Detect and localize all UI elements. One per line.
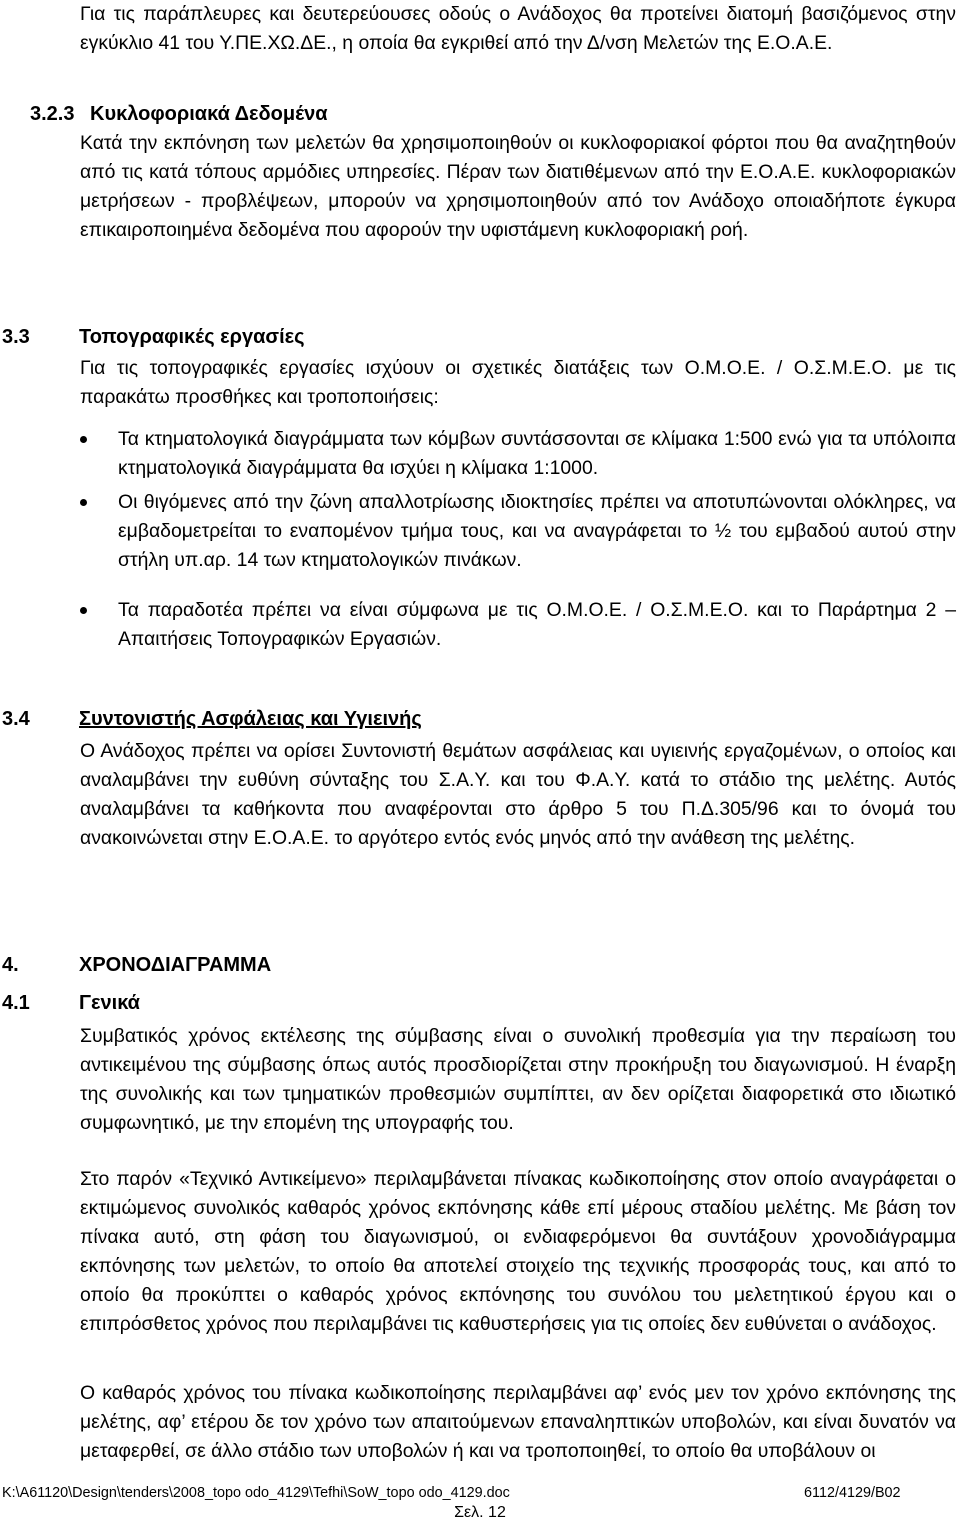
section-title: Κυκλοφοριακά Δεδομένα: [90, 103, 328, 125]
section-3-4-heading: [2, 705, 902, 734]
bullet-text: Τα κτηματολογικά διαγράμματα των κόμβων συντάσσονται σε κλίμακα 1:500 ενώ για τα υπόλοιπα κτηματολογικά διαγράμματα θα ισχύει η κλίμακα 1:1000.: [118, 428, 956, 479]
chapter-title: ΧΡΟΝΟΔΙΑΓΡΑΜΜΑ: [79, 954, 272, 976]
bullet-item: [80, 425, 956, 483]
bullet-item: [80, 596, 956, 654]
footer-page-number: Σελ. 12: [454, 1504, 506, 1521]
section-title: Γενικά: [79, 992, 140, 1014]
intro-paragraph: Για τις παράπλευρες και δευτερεύουσες οδούς ο Ανάδοχος θα προτείνει διατομή βασιζόμενος στην εγκύκλιο 41 του Υ.ΠΕ.ΧΩ.ΔΕ., η οποία θα εγκριθεί από την Δ/νση Μελετών της Ε.Ο.Α.Ε.: [80, 3, 956, 54]
section-4-1-paragraph-1: Συμβατικός χρόνος εκτέλεσης της σύμβασης είναι ο συνολική προθεσμία για την περαίωση του αντικειμένου της σύμβασης όπως αυτός προσδιορίζεται στην προκήρυξη του διαγωνισμού. Η έναρξη της συνολικής και των τμηματικών προθεσμιών συμπίπτει, αν δεν ορίζεται διαφορετικά στο ιδιωτικό συμφωνητικό, με την επομένη της υπογραφής του.: [80, 1025, 956, 1134]
footer-document-code: 6112/4129/B02: [804, 1485, 901, 1501]
bullet-text: Οι θιγόμενες από την ζώνη απαλλοτρίωσης ιδιοκτησίες πρέπει να αποτυπώνονται ολόκληρες, να εμβαδομετρείται το εναπομένον τμήμα τους, και να αναγράφεται το ½ του εμβαδού αυτού στην στήλη υπ.αρ. 14 των κτηματολογικών πινάκων.: [118, 491, 956, 571]
footer-file-path: K:\A61120\Design\tenders\2008_topo odo_4129\Tefhi\SoW_topo odo_4129.doc: [2, 1485, 510, 1501]
section-3-2-3-body: Κατά την εκπόνηση των μελετών θα χρησιμοποιηθούν οι κυκλοφοριακοί φόρτοι που θα αναζητηθούν από τις κατά τόπους αρμόδιες υπηρεσίες. Πέραν των διατιθέμενων από την Ε.Ο.Α.Ε. κυκλοφοριακών μετρήσεων - προβλέψεων, μπορούν να χρησιμοποιηθούν από τον Ανάδοχο οποιαδήποτε έγκυρα επικαιροποιημένα δεδομένα που αφορούν την υφιστάμενη κυκλοφοριακή ροή.: [80, 132, 956, 241]
bullet-item: [80, 488, 956, 604]
section-title: Τοπογραφικές εργασίες: [79, 326, 305, 348]
section-4-1-paragraph-2: Στο παρόν «Τεχνικό Αντικείμενο» περιλαμβάνεται πίνακας κωδικοποίησης στον οποίο αναγράφεται ο εκτιμώμενος συνολικός καθαρός χρόνος εκπόνησης κάθε επί μέρους σταδίου μελέτης. Με βάση τον πίνακα αυτό, στη φάση του διαγωνισμού, οι ενδιαφερόμενοι θα συντάξουν χρονοδιάγραμμα εκπόνησης των μελετών, το οποίο θα αποτελεί στοιχείο της τεχνικής προσφοράς τους, και από το οποίο θα προκύπτει ο καθαρός χρόνος εκπόνησης του συνόλου του μελετητικού έργου και ο επιπρόσθετος χρόνος που περιλαμβάνει τις καθυστερήσεις για τις οποίες δεν ευθύνεται ο ανάδοχος.: [80, 1168, 956, 1335]
chapter-4-heading: [2, 951, 902, 980]
bullet-text: Τα παραδοτέα πρέπει να είναι σύμφωνα με τις Ο.Μ.Ο.Ε. / Ο.Σ.Μ.Ε.Ο. και το Παράρτημα 2 – Απαιτήσεις Τοπογραφικών Εργασιών.: [118, 599, 956, 650]
bullet-icon: [80, 499, 87, 506]
section-4-1-heading: [2, 989, 902, 1018]
section-3-4-body: Ο Ανάδοχος πρέπει να ορίσει Συντονιστή θεμάτων ασφάλειας και υγιεινής εργαζομένων, ο οποίος και αναλαμβάνει την ευθύνη σύνταξης του Σ.Α.Υ. και του Φ.Α.Υ. κατά το στάδιο της μελέτης. Αυτός αναλαμβάνει τα καθήκοντα που αναφέρονται στο άρθρο 5 του Π.Δ.305/96 και το όνομά του ανακοινώνεται στην Ε.Ο.Α.Ε. το αργότερο εντός ενός μηνός από την ανάθεση της μελέτης.: [80, 740, 956, 849]
section-number: 3.2.3: [30, 103, 75, 125]
section-4-1-paragraph-3: Ο καθαρός χρόνος του πίνακα κωδικοποίησης περιλαμβάνει αφ’ ενός μεν τον χρόνο εκπόνησης της μελέτης, αφ’ ετέρου δε τον χρόνο των απαιτούμενων επαναληπτικών υποβολών, και είναι δυνατόν να μεταφερθεί, σε άλλο στάδιο των υποβολών ή και να τροποποιηθεί, το οποίο θα υποβάλουν οι: [80, 1382, 956, 1462]
section-number: 3.3: [2, 326, 30, 348]
section-number: 4.1: [2, 992, 30, 1014]
section-3-2-3-heading: [30, 100, 930, 129]
bullet-icon: [80, 607, 87, 614]
chapter-number: 4.: [2, 954, 19, 976]
bullet-icon: [80, 436, 87, 443]
section-3-3-heading: [2, 323, 902, 352]
section-3-3-body: Για τις τοπογραφικές εργασίες ισχύουν οι σχετικές διατάξεις των Ο.Μ.Ο.Ε. / Ο.Σ.Μ.Ε.Ο. με τις παρακάτω προσθήκες και τροποποιήσεις:: [80, 357, 956, 408]
section-number: 3.4: [2, 708, 30, 730]
section-title: Συντονιστής Ασφάλειας και Υγιεινής: [79, 708, 422, 730]
